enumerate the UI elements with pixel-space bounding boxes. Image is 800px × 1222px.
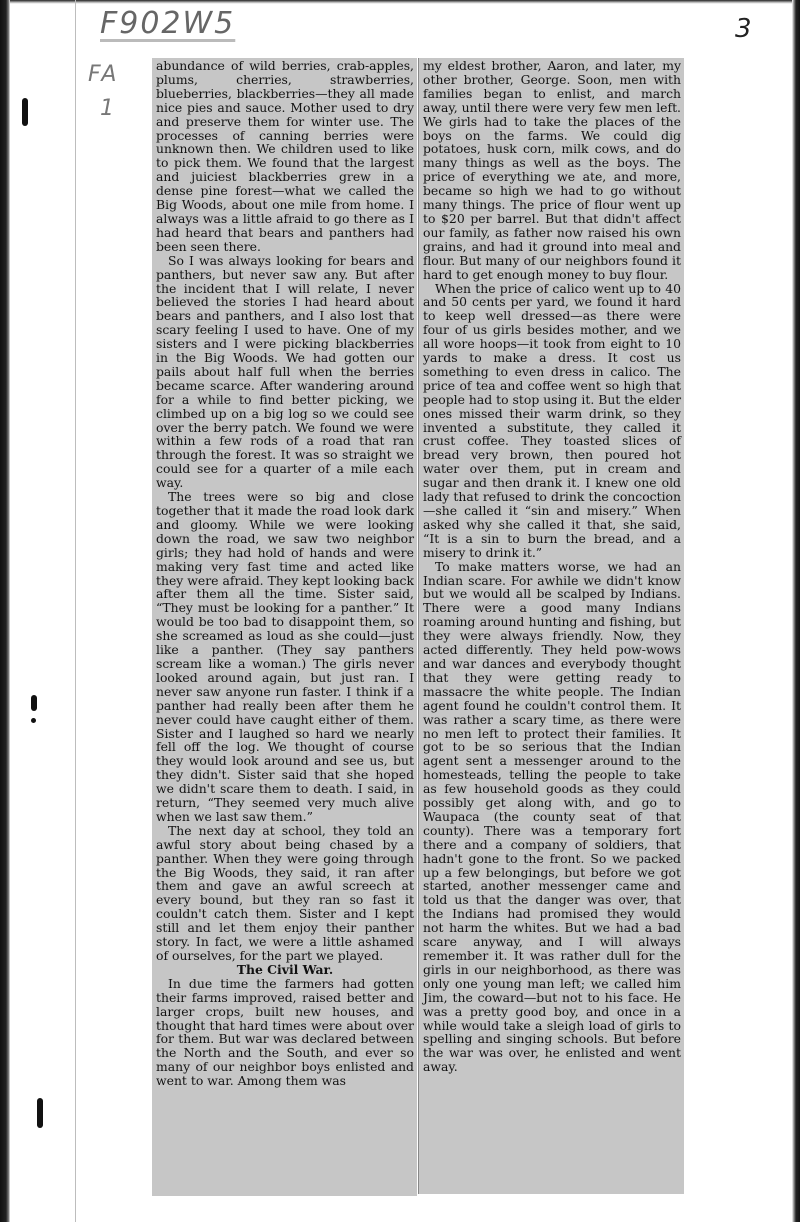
- handwritten-margin-number: 1: [100, 96, 116, 121]
- paragraph: The next day at school, they told an awful story about being chased by a panther. When they were going through the Big Woods, they said, it ran after them and gave an awful screech at every bound, but they ran so fast it couldn't catch them. Sister and I kept still and let them enjoy their panther story. In fact, we were a little ashamed of ourselves, for the part we played.: [156, 822, 414, 963]
- margin-rule-line: [75, 0, 76, 1222]
- handwritten-margin-note: FA: [88, 62, 119, 87]
- scan-left-edge: [0, 0, 10, 1222]
- article-column-left: [152, 58, 417, 1196]
- paragraph: So I was always looking for bears and panthers, but never saw any. But after the incident that I will relate, I never believed the stories I had heard about bears and panthers, and I also lost that scary feeling I used to have. One of my sisters and I were picking blackberries in the Big Woods. We had gotten our pails about half full when the berries became scarce. After wandering around for a while to find better picking, we climbed up on a big log so we could see over the berry patch. We found we were within a few rods of a road that ran through the forest. It was so straight we could see for a quarter of a mile each way.: [156, 252, 414, 491]
- binder-hole-mark-bottom: [37, 1098, 43, 1128]
- handwritten-page-number: 3: [735, 14, 754, 44]
- handwritten-catalog-id: F902W5: [100, 6, 236, 41]
- paragraph: In due time the farmers had gotten their farms improved, raised better and larger crops, built new houses, and thought that hard times were about over for them. But war was declared between the North and the South, and ever so many of our neighbor boys enlisted and went to war. Among them was: [156, 975, 414, 1089]
- section-subheading: The Civil War.: [236, 961, 334, 977]
- paragraph: To make matters worse, we had an Indian scare. For awhile we didn't know but we would all be scalped by Indians. There were a good many Indians roaming around hunting and fishing, but they were always friendly. Now, they acted differently. They held pow-wows and war dances and everybody thought that they were getting ready to massacre the white people. The Indian agent found he couldn't control them. It was rather a scary time, as there were no men left to protect their families. It got to be so serious that the Indian agent sent a messenger around to the homesteads, telling the people to take as few household goods as they could possibly get along with, and go to Waupaca (the county seat of that county). There was a temporary fort there and a company of soldiers, that hadn't gone to the front. So we packed up a few belongings, but before we got started, another messenger came and told us that the danger was over, that the Indians had promised they would not harm the whites. But we had a bad scare anyway, and I will always remember it. It was rather dull for the girls in our neighborhood, as there was only one young man left; we called him Jim, the coward—but not to his face. He was a pretty good boy, and once in a while would take a sleigh load of girls to spelling and singing schools. But before the war was over, he enlisted and went away.: [423, 558, 681, 1075]
- binder-hole-mark-middle: [31, 695, 37, 711]
- scan-top-edge: [0, 0, 800, 4]
- binder-hole-dot: [31, 718, 36, 723]
- paragraph: The trees were so big and close together that it made the road look dark and gloomy. While we were looking down the road, we saw two neighbor girls; they had hold of hands and were making very fast time and acted like they were afraid. They kept looking back after them all the time. Sister said, “They must be looking for a panther.” It would be too bad to disappoint them, so she screamed as loud as she could—just like a panther. (They say panthers scream like a woman.) The girls never looked around again, but just ran. I never saw anyone run faster. I think if a panther had really been after them he never could have caught either of them. Sister and I laughed so hard we nearly fell off the log. We thought of course they would look around and see us, but they didn't. Sister said that she hoped we didn't scare them to death. I said, in return, “They seemed very much alive when we last saw them.”: [156, 489, 414, 824]
- paragraph: When the price of calico went up to 40 and 50 cents per yard, we found it hard to keep well dressed—as there were four of us girls besides mother, and we all wore hoops—it took from eight to 10 yards to make a dress. It cost us something to even dress in calico. The price of tea and coffee went so high that people had to stop using it. But the elder ones missed their warm drink, so they invented a substitute, they called it crust coffee. They toasted slices of bread very brown, then poured hot water over them, put in cream and sugar and then drank it. I knew one old lady that refused to drink the concoction—she called it “sin and misery.” When asked why she called it that, she said, “It is a sin to burn the bread, and a misery to drink it.”: [423, 280, 681, 560]
- paragraph: my eldest brother, Aaron, and later, my other brother, George. Soon, men with families began to enlist, and march away, until there were very few men left. We girls had to take the places of the boys on the farms. We could dig potatoes, husk corn, milk cows, and do many things as well as the boys. The price of everything we ate, and more, became so high we had to go without many things. The price of flour went up to $20 per barrel. But that didn't affect our family, as father now raised his own grains, and had it ground into meal and flour. But many of our neighbors found it hard to get enough money to buy flour.: [423, 58, 681, 282]
- article-column-right: [418, 58, 684, 1194]
- paragraph: abundance of wild berries, crab-apples, plums, cherries, strawberries, blueberries, blackberries—they all made nice pies and sauce. Mother used to dry and preserve them for winter use. The processes of canning berries were unknown then. We children used to like to pick them. We found that the largest and juiciest blackberries grew in a dense pine forest—what we called the Big Woods, about one mile from home. I always was a little afraid to go there as I had heard that bears and panthers had been seen there.: [156, 58, 414, 254]
- binder-hole-mark-top: [22, 98, 28, 126]
- scan-right-edge: [792, 0, 800, 1222]
